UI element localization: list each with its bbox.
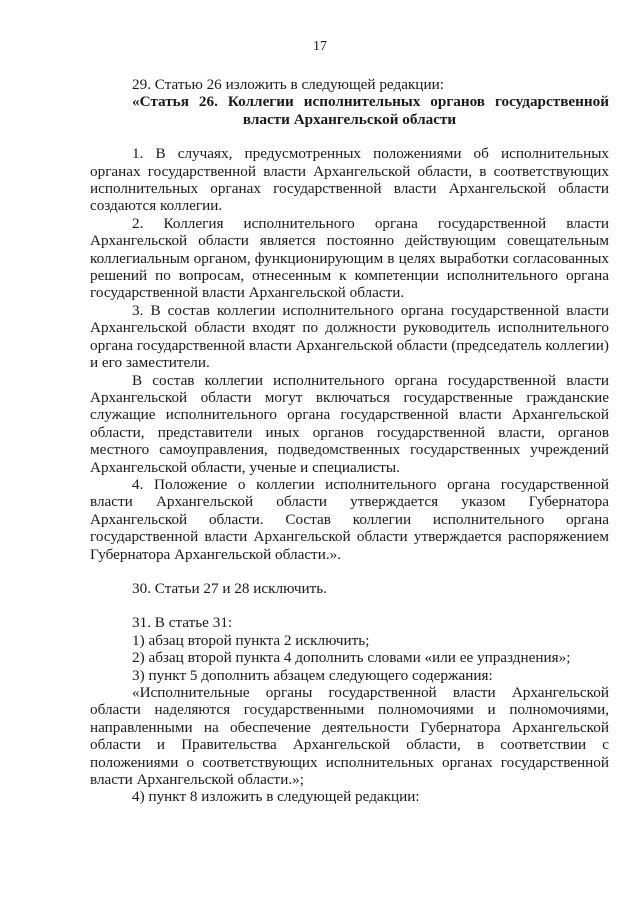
document-body (90, 76, 609, 806)
article-26-paragraph-4: 4. Положение о коллегии исполнительного органа государственной власти Архангельской области утверждается указом Губернатора Архангельской области. Состав коллегии исполнительного органа государственной власти Архангельской области утверждается распоряжением Губернатора Архангельской области.». (90, 475, 609, 563)
item-29: 29. Статью 26 изложить в следующей редакции: (132, 76, 444, 93)
article-26-paragraph-3-continued: В состав коллегии исполнительного органа государственной власти Архангельской области могут включаться государственные гражданские служащие исполнительного органа государственной власти Архангельской области, представители иных органов государственной власти, органов местного самоуправления, подведомственных государственных учреждений Архангельской области, ученые и специалисты. (90, 371, 609, 476)
item-30: 30. Статьи 27 и 28 исключить. (132, 579, 327, 597)
article-26-paragraph-3: 3. В состав коллегии исполнительного органа государственной власти Архангельской области входят по должности руководитель исполнительного органа государственной власти Архангельской области (председатель коллегии) и его заместители. (90, 301, 609, 372)
article-26-paragraph-2: 2. Коллегия исполнительного органа государственной власти Архангельской области является постоянно действующим совещательным коллегиальным органом, функционирующим в целях выработки согласованных решений по вопросам, отнесенным к компетенции исполнительного органа государственной власти Архангельской области. (90, 214, 609, 302)
item-31: 31. В статье 31: (132, 614, 233, 632)
item-31-subitem-3: 3) пункт 5 дополнить абзацем следующего содержания: (132, 666, 493, 684)
item-31-subitem-4: 4) пункт 8 изложить в следующей редакции: (132, 788, 420, 806)
item-31-subitem-2: 2) абзац второй пункта 4 дополнить словами «или ее упразднения»; (132, 649, 571, 667)
article-26-title: «Статья 26. Коллегии исполнительных органов государственной власти Архангельской области (132, 93, 609, 128)
page-number: 17 (313, 39, 327, 54)
item-31-subitem-1: 1) абзац второй пункта 2 исключить; (132, 631, 370, 649)
item-31-subitem-3-text: «Исполнительные органы государственной власти Архангельской области наделяются государственными полномочиями и полномочиями, направленными на обеспечение деятельности Губернатора Архангельской области и Правительства Архангельской области, в соответствии с положениями о соответствующих исполнительных органах государственной власти Архангельской области.»; (90, 684, 609, 789)
article-26-paragraph-1: 1. В случаях, предусмотренных положениями об исполнительных органах государственной власти Архангельской области, в соответствующих исполнительных органах государственной власти Архангельской области создаются коллегии. (90, 145, 609, 215)
